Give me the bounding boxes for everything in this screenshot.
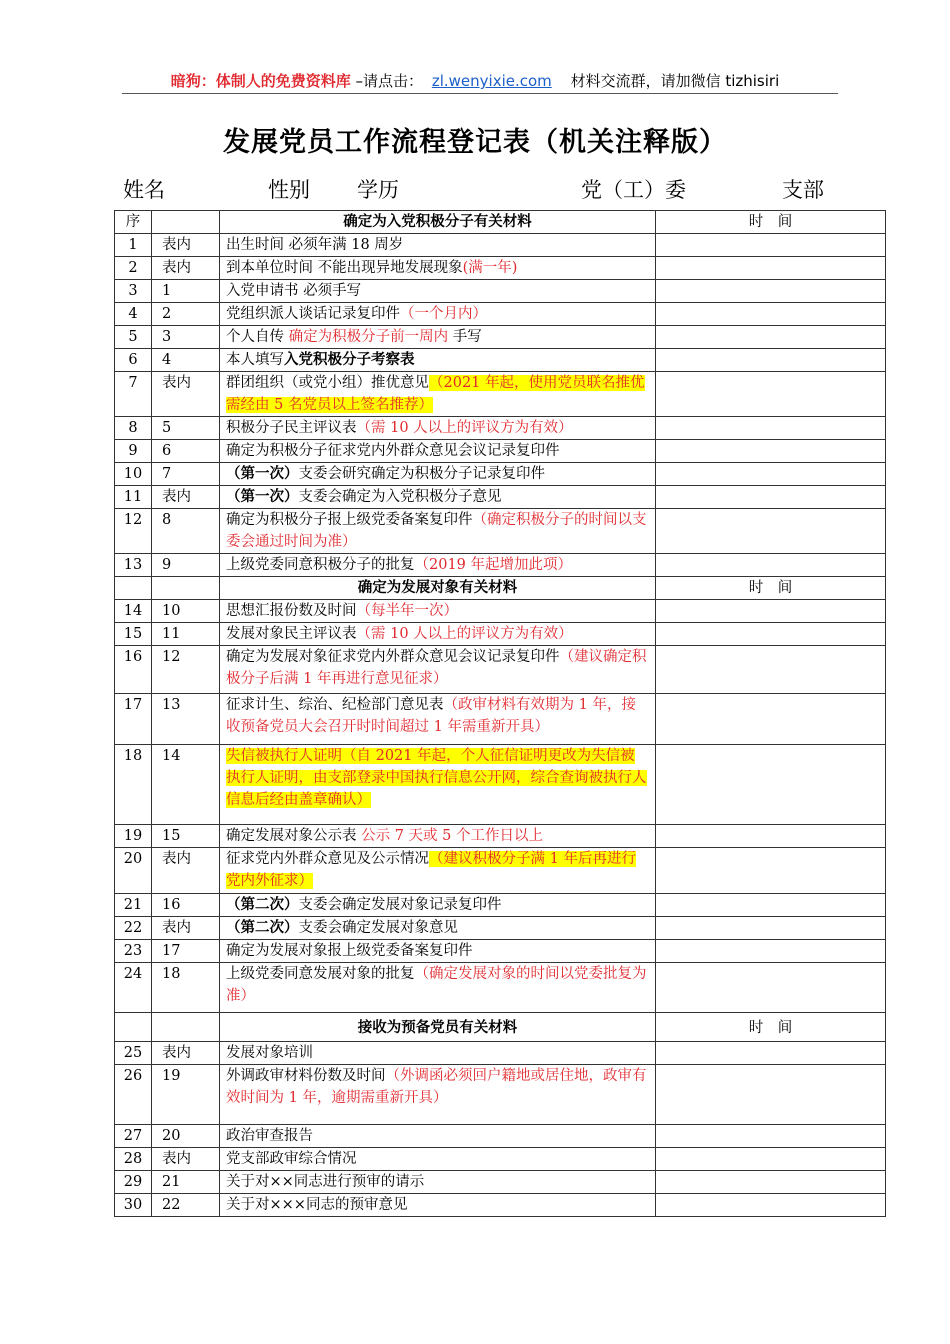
row-number: 24 <box>115 963 152 1013</box>
row-content <box>220 349 656 372</box>
time-cell[interactable] <box>656 417 886 440</box>
time-cell[interactable] <box>656 825 886 848</box>
table-row <box>115 509 886 554</box>
row-content <box>220 1125 656 1148</box>
row-subindex: 22 <box>152 1194 220 1217</box>
time-cell[interactable] <box>656 349 886 372</box>
row-text: 关于对××同志进行预审的请示 <box>226 1174 425 1190</box>
time-cell[interactable] <box>656 326 886 349</box>
row-text: 支委会确定发展对象意见 <box>298 920 458 936</box>
row-content <box>220 509 656 554</box>
seq-header-cell: 序 <box>115 211 152 234</box>
row-content <box>220 1171 656 1194</box>
row-subindex: 15 <box>152 825 220 848</box>
row-subindex: 17 <box>152 940 220 963</box>
bold-prefix: （第二次） <box>226 919 299 936</box>
table-row <box>115 894 886 917</box>
info-line <box>0 174 950 202</box>
row-subindex: 2 <box>152 303 220 326</box>
time-cell[interactable] <box>656 257 886 280</box>
time-cell[interactable] <box>656 486 886 509</box>
row-content <box>220 554 656 577</box>
section-title: 确定为入党积极分子有关材料 <box>220 211 656 234</box>
time-cell[interactable] <box>656 280 886 303</box>
table-row <box>115 554 886 577</box>
row-content <box>220 694 656 745</box>
top-banner <box>0 70 950 91</box>
row-content <box>220 280 656 303</box>
table-row <box>115 326 886 349</box>
row-content <box>220 303 656 326</box>
row-subindex: 表内 <box>152 1148 220 1171</box>
row-number: 12 <box>115 509 152 554</box>
row-number: 3 <box>115 280 152 303</box>
section-header-row <box>115 577 886 600</box>
table-row <box>115 303 886 326</box>
time-cell[interactable] <box>656 463 886 486</box>
row-number: 19 <box>115 825 152 848</box>
row-content <box>220 963 656 1013</box>
red-note: （2019 年起增加此项） <box>414 557 573 573</box>
time-cell[interactable] <box>656 694 886 745</box>
table-row <box>115 372 886 417</box>
bold-prefix: （第一次） <box>226 465 299 482</box>
row-subindex: 20 <box>152 1125 220 1148</box>
row-number: 20 <box>115 848 152 894</box>
row-content <box>220 825 656 848</box>
row-subindex: 4 <box>152 349 220 372</box>
row-text: 上级党委同意发展对象的批复 <box>226 966 415 982</box>
row-content <box>220 463 656 486</box>
table-row <box>115 486 886 509</box>
row-subindex: 13 <box>152 694 220 745</box>
row-content <box>220 745 656 825</box>
table-row <box>115 694 886 745</box>
row-number: 16 <box>115 646 152 694</box>
bold-prefix: （第一次） <box>226 488 299 505</box>
row-content <box>220 1065 656 1125</box>
row-text: 征求党内外群众意见及公示情况 <box>226 851 429 867</box>
row-number: 27 <box>115 1125 152 1148</box>
row-text-tail: 手写 <box>448 329 482 345</box>
red-note: (满一年) <box>462 260 518 276</box>
table-row <box>115 1148 886 1171</box>
page-title: 发展党员工作流程登记表（机关注释版） <box>223 127 727 158</box>
row-number: 17 <box>115 694 152 745</box>
row-number: 11 <box>115 486 152 509</box>
row-subindex: 表内 <box>152 1042 220 1065</box>
row-content <box>220 623 656 646</box>
row-subindex: 7 <box>152 463 220 486</box>
time-header: 时 间 <box>656 1013 886 1042</box>
time-cell[interactable] <box>656 940 886 963</box>
committee-label: 党（工）委 <box>581 178 686 202</box>
table-row <box>115 257 886 280</box>
highlighted-note: （2021 年起，使用党员联名推优需经由 5 名党员以上签名推荐） <box>226 375 645 413</box>
row-text: 关于对×××同志的预审意见 <box>226 1197 408 1213</box>
row-text: 入党申请书 必须手写 <box>226 283 362 299</box>
time-cell[interactable] <box>656 848 886 894</box>
time-cell[interactable] <box>656 372 886 417</box>
row-subindex: 10 <box>152 600 220 623</box>
row-text: 发展对象培训 <box>226 1045 313 1061</box>
row-subindex: 11 <box>152 623 220 646</box>
row-subindex: 6 <box>152 440 220 463</box>
row-content <box>220 917 656 940</box>
table-row <box>115 600 886 623</box>
row-subindex: 表内 <box>152 234 220 257</box>
seq-header-cell <box>115 1013 152 1042</box>
row-text: 确定发展对象公示表 <box>226 828 362 844</box>
time-cell[interactable] <box>656 509 886 554</box>
table-row <box>115 1065 886 1125</box>
table-row <box>115 417 886 440</box>
row-number: 13 <box>115 554 152 577</box>
header-divider <box>122 93 838 94</box>
table-row <box>115 1194 886 1217</box>
table-row <box>115 1171 886 1194</box>
row-text: 确定为积极分子报上级党委备案复印件 <box>226 512 473 528</box>
row-subindex: 表内 <box>152 257 220 280</box>
time-cell[interactable] <box>656 440 886 463</box>
row-text: 支委会研究确定为积极分子记录复印件 <box>298 466 545 482</box>
time-cell[interactable] <box>656 234 886 257</box>
section-header-row <box>115 1013 886 1042</box>
red-note: （每半年一次） <box>356 603 458 619</box>
row-subindex: 12 <box>152 646 220 694</box>
table-row <box>115 745 886 825</box>
row-number: 7 <box>115 372 152 417</box>
table-row <box>115 646 886 694</box>
time-cell[interactable] <box>656 745 886 825</box>
row-content <box>220 1042 656 1065</box>
row-content <box>220 486 656 509</box>
row-text: 到本单位时间 不能出现异地发展现象 <box>226 260 463 276</box>
row-subindex: 18 <box>152 963 220 1013</box>
row-text: 征求计生、综治、纪检部门意见表 <box>226 697 444 713</box>
banner-contact: 材料交流群，请加微信 tizhisiri <box>570 72 780 90</box>
row-content <box>220 257 656 280</box>
red-note: （政审材料有效期为 1 年，接收预备党员大会召开时时间超过 1 年需重新开具） <box>226 697 636 735</box>
time-cell[interactable] <box>656 623 886 646</box>
row-number: 21 <box>115 894 152 917</box>
row-number: 28 <box>115 1148 152 1171</box>
time-cell[interactable] <box>656 1065 886 1125</box>
row-number: 5 <box>115 326 152 349</box>
table-row <box>115 349 886 372</box>
time-cell[interactable] <box>656 1125 886 1148</box>
table-row <box>115 917 886 940</box>
row-text: 确定为发展对象报上级党委备案复印件 <box>226 943 473 959</box>
row-subindex: 19 <box>152 1065 220 1125</box>
red-note: （外调函必须回户籍地或居住地，政审有效时间为 1 年，逾期需重新开具） <box>226 1068 647 1106</box>
row-number: 30 <box>115 1194 152 1217</box>
row-number: 10 <box>115 463 152 486</box>
row-text: 个人自传 <box>226 329 289 345</box>
red-note: （确定积极分子的时间以支委会通过时间为准） <box>226 512 647 550</box>
row-subindex: 16 <box>152 894 220 917</box>
row-number: 2 <box>115 257 152 280</box>
row-subindex: 9 <box>152 554 220 577</box>
row-content <box>220 326 656 349</box>
row-content <box>220 600 656 623</box>
red-note: （需 10 人以上的评议方为有效） <box>356 420 573 436</box>
row-number: 1 <box>115 234 152 257</box>
row-text: 本人填写 <box>226 352 284 368</box>
row-content <box>220 646 656 694</box>
highlighted-note: 失信被执行人证明（自 2021 年起，个人征信证明更改为失信被执行人证明，由支部登录中国执行信息公开网，综合查询被执行人信息后经由盖章确认） <box>226 748 647 808</box>
row-number: 29 <box>115 1171 152 1194</box>
row-subindex: 1 <box>152 280 220 303</box>
time-cell[interactable] <box>656 554 886 577</box>
time-cell[interactable] <box>656 1042 886 1065</box>
row-subindex: 8 <box>152 509 220 554</box>
row-content <box>220 440 656 463</box>
row-text: 群团组织（或党小组）推优意见 <box>226 375 429 391</box>
name-label: 姓名 <box>123 178 165 202</box>
table-row <box>115 440 886 463</box>
row-number: 22 <box>115 917 152 940</box>
row-text: 发展对象民主评议表 <box>226 626 357 642</box>
row-content <box>220 1194 656 1217</box>
table-row <box>115 963 886 1013</box>
row-text: 支委会确定发展对象记录复印件 <box>298 897 502 913</box>
row-subindex: 表内 <box>152 848 220 894</box>
row-text: 党支部政审综合情况 <box>226 1151 357 1167</box>
section-title: 确定为发展对象有关材料 <box>220 577 656 600</box>
time-cell[interactable] <box>656 963 886 1013</box>
branch-label: 支部 <box>782 178 824 202</box>
row-content <box>220 372 656 417</box>
time-header: 时 间 <box>656 211 886 234</box>
empty-cell <box>152 577 220 600</box>
banner-brand: 暗狗：体制人的免费资料库 <box>170 72 351 90</box>
row-content <box>220 417 656 440</box>
time-cell[interactable] <box>656 1148 886 1171</box>
row-subindex: 表内 <box>152 486 220 509</box>
table-row <box>115 623 886 646</box>
row-number: 9 <box>115 440 152 463</box>
row-subindex: 21 <box>152 1171 220 1194</box>
table-row <box>115 234 886 257</box>
row-subindex: 5 <box>152 417 220 440</box>
red-note: （需 10 人以上的评议方为有效） <box>356 626 573 642</box>
time-cell[interactable] <box>656 917 886 940</box>
table-row <box>115 463 886 486</box>
row-subindex: 3 <box>152 326 220 349</box>
row-number: 4 <box>115 303 152 326</box>
banner-click-text: –请点击： <box>355 72 424 90</box>
table-row <box>115 280 886 303</box>
row-subindex: 表内 <box>152 372 220 417</box>
row-number: 8 <box>115 417 152 440</box>
red-note: （建议确定积极分子后满 1 年再进行意见征求） <box>226 649 647 687</box>
table-row <box>115 848 886 894</box>
row-text: 外调政审材料份数及时间 <box>226 1068 386 1084</box>
row-text: 支委会确定为入党积极分子意见 <box>298 489 502 505</box>
time-cell[interactable] <box>656 1194 886 1217</box>
row-subindex: 表内 <box>152 917 220 940</box>
row-number: 25 <box>115 1042 152 1065</box>
row-number: 26 <box>115 1065 152 1125</box>
red-note: 公示 7 天或 5 个工作日以上 <box>361 828 543 844</box>
seq-header-cell <box>115 577 152 600</box>
row-content <box>220 894 656 917</box>
bold-prefix: （第二次） <box>226 896 299 913</box>
banner-link[interactable]: zl.wenyixie.com <box>431 72 552 90</box>
row-subindex: 14 <box>152 745 220 825</box>
row-text: 思想汇报份数及时间 <box>226 603 357 619</box>
row-content <box>220 848 656 894</box>
time-cell[interactable] <box>656 1171 886 1194</box>
empty-cell <box>152 1013 220 1042</box>
row-number: 23 <box>115 940 152 963</box>
education-label: 学历 <box>357 178 399 202</box>
table-row <box>115 940 886 963</box>
row-text: 出生时间 必须年满 18 周岁 <box>226 237 404 253</box>
bold-text: 入党积极分子考察表 <box>284 351 415 368</box>
time-cell[interactable] <box>656 894 886 917</box>
row-number: 6 <box>115 349 152 372</box>
row-text: 党组织派人谈话记录复印件 <box>226 306 400 322</box>
table-row <box>115 1042 886 1065</box>
section-title: 接收为预备党员有关材料 <box>220 1013 656 1042</box>
table-row <box>115 825 886 848</box>
row-content <box>220 234 656 257</box>
row-content <box>220 1148 656 1171</box>
red-note: （确定发展对象的时间以党委批复为准） <box>226 966 647 1004</box>
table-row <box>115 1125 886 1148</box>
red-note: 确定为积极分子前一周内 <box>288 329 449 345</box>
time-cell[interactable] <box>656 303 886 326</box>
row-text: 确定为发展对象征求党内外群众意见会议记录复印件 <box>226 649 560 665</box>
row-text: 上级党委同意积极分子的批复 <box>226 557 415 573</box>
row-content <box>220 940 656 963</box>
row-number: 15 <box>115 623 152 646</box>
row-text: 政治审查报告 <box>226 1128 313 1144</box>
highlighted-note: （建议积极分子满 1 年后再进行党内外征求） <box>226 851 636 889</box>
registration-table <box>114 210 886 1217</box>
empty-cell <box>152 211 220 234</box>
row-text: 确定为积极分子征求党内外群众意见会议记录复印件 <box>226 443 560 459</box>
row-text: 积极分子民主评议表 <box>226 420 357 436</box>
gender-label: 性别 <box>268 178 310 202</box>
red-note: （一个月内） <box>400 306 487 322</box>
section-header-row <box>115 211 886 234</box>
time-cell[interactable] <box>656 600 886 623</box>
row-number: 18 <box>115 745 152 825</box>
row-number: 14 <box>115 600 152 623</box>
time-cell[interactable] <box>656 646 886 694</box>
time-header: 时 间 <box>656 577 886 600</box>
